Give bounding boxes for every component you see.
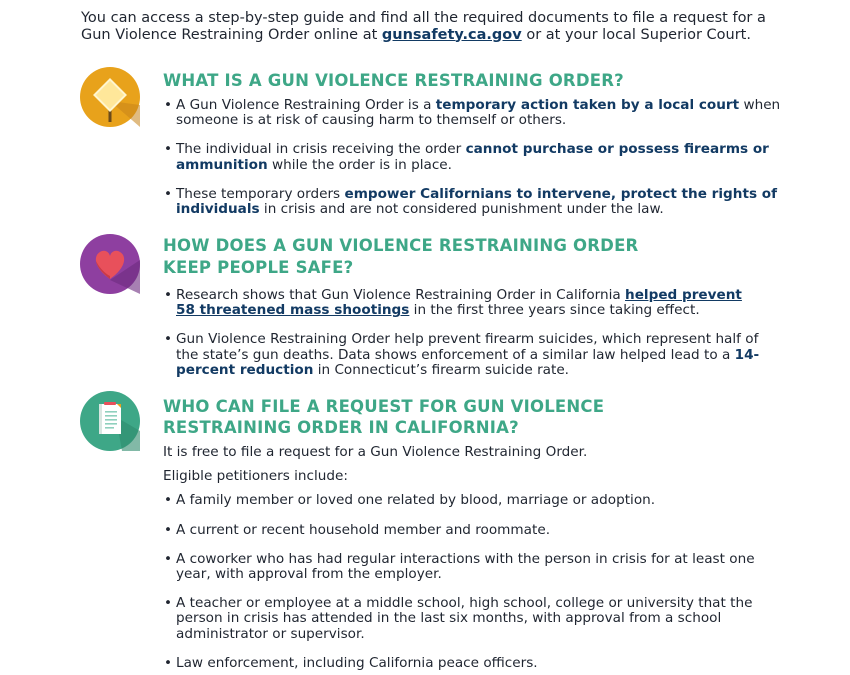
bullet-emphasis: temporary action taken by a local court [435,97,740,113]
intro-text: You can access a step-by-step guide and find all the required documents to file a request for a Gun Violence Restraining Order online at [81,10,766,43]
section-who-can-file [163,396,768,671]
bullet-text: in Connecticut’s firearm suicide rate. [313,361,569,378]
section-heading-how-safe: HOW DOES A GUN VIOLENCE RESTRAINING ORDER KEEP PEOPLE SAFE? [163,236,639,277]
heart-icon [80,234,140,294]
section-how-safe [163,235,763,378]
list-item: • A family member or loved one related by blood, marriage or adoption. [163,493,768,508]
bullet-text: while the order is in place. [267,156,452,173]
intro-paragraph [81,10,781,43]
bullet-text: in the first three years since taking effect. [409,302,700,319]
bullet-emphasis: cannot purchase or possess firearms or ammunition [176,141,769,173]
bullet-text: in crisis and are not considered punishment under the law. [259,201,664,218]
list-item [163,142,783,172]
list-item: • A teacher or employee at a middle school, high school, college or university that the person in crisis has attended in the last six months, with approval from a school administrator or supervisor. [163,596,768,642]
bullet-text: A Gun Violence Restraining Order is a [176,97,436,113]
list-item [163,98,783,128]
bullet-text: when someone is at risk of causing harm to themself or others. [176,97,781,129]
section-heading-what-is: WHAT IS A GUN VIOLENCE RESTRAINING ORDER? [163,71,624,90]
list-item: • A current or recent household member and roommate. [163,523,768,538]
bullet-text: The individual in crisis receiving the order [176,141,466,158]
diamond-sign-icon [80,67,140,127]
intro-text-end: or at your local Superior Court. [521,26,751,43]
bullet-text: These temporary orders [176,185,345,202]
eligible-petitioners-label: Eligible petitioners include: [163,468,348,485]
list-item: • A coworker who has had regular interactions with the person in crisis for at least one year, with approval from the employer. [163,552,768,582]
bullet-text: Gun Violence Restraining Order help prevent firearm suicides, which represent half of the state’s gun deaths. Data shows enforcement of a similar law helped lead to a [176,331,759,363]
bullet-emphasis: 14-percent reduction [176,346,760,378]
free-to-file-text: It is free to file a request for a Gun Violence Restraining Order. [163,444,588,460]
bullet-emphasis: empower Californians to intervene, protect the rights of individuals [176,185,778,218]
list-item [163,187,783,217]
mass-shootings-link[interactable]: helped prevent 58 threatened mass shootings [176,287,742,319]
section-heading-who-can-file: WHO CAN FILE A REQUEST FOR GUN VIOLENCE RESTRAINING ORDER IN CALIFORNIA? [163,397,605,437]
gunsafety-link[interactable]: gunsafety.ca.gov [381,26,522,43]
bullet-text: Research shows that Gun Violence Restraining Order in California [176,287,626,303]
list-item: • Law enforcement, including California peace officers. [163,656,768,671]
document-icon [80,391,140,451]
list-item [163,288,763,318]
list-item [163,332,763,378]
section-what-is [163,70,783,217]
